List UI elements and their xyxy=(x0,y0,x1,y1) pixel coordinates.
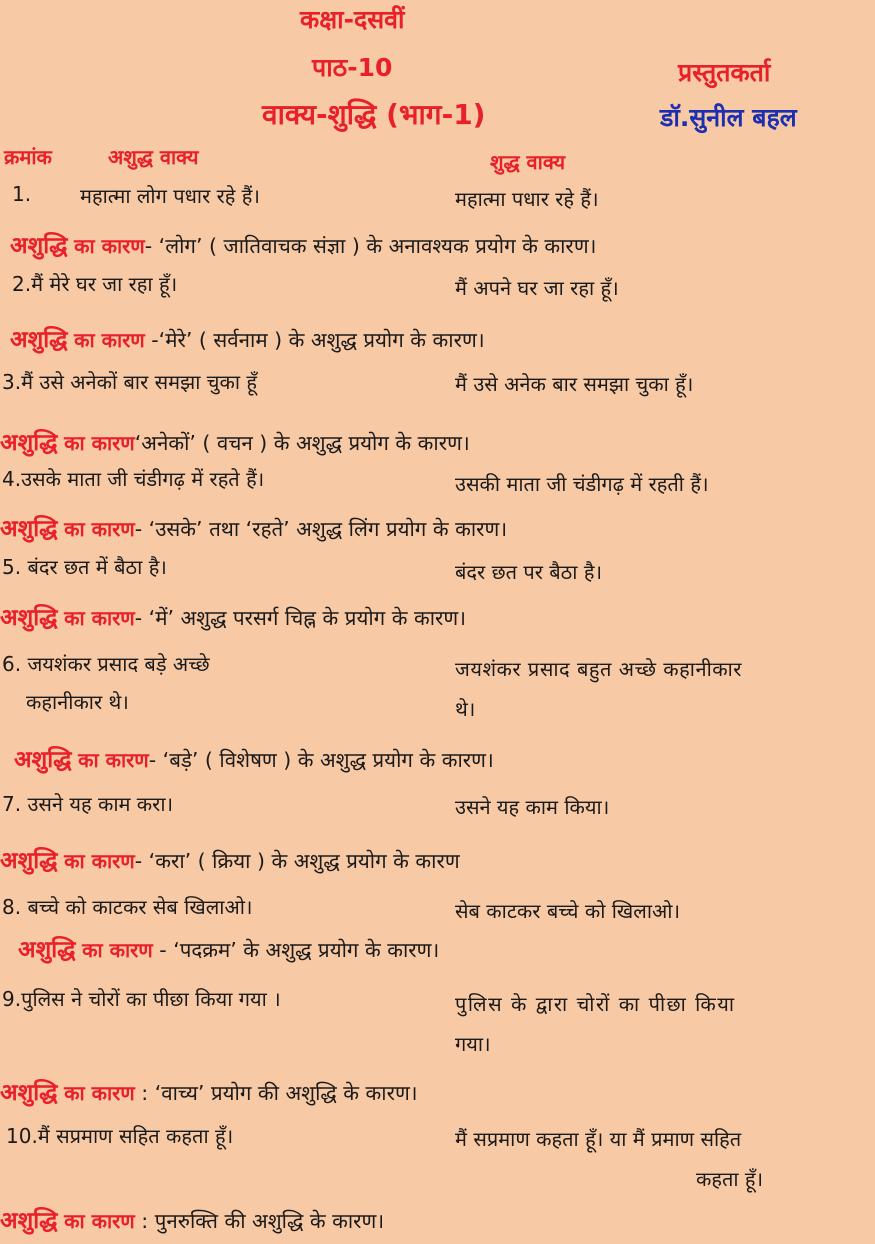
item-8-reason xyxy=(18,932,439,964)
item-3-reason-text: ‘अनेकों’ ( वचन ) के अशुद्ध प्रयोग के कारण। xyxy=(134,431,470,455)
item-9-reason-text: : ‘वाच्य’ प्रयोग की अशुद्धि के कारण। xyxy=(134,1081,418,1105)
item-5-correct: बंदर छत पर बैठा है। xyxy=(455,560,603,584)
reason-label-suffix: का कारण xyxy=(64,1081,135,1105)
reason-label: अशुद्धि xyxy=(14,747,72,773)
reason-label-suffix: का कारण xyxy=(74,328,145,352)
reason-label: अशुद्धि xyxy=(0,1080,58,1106)
item-5-reason-text: - ‘में’ अशुद्ध परसर्ग चिह्न के प्रयोग के कारण। xyxy=(134,606,466,630)
item-3-reason xyxy=(0,425,470,457)
reason-label: अशुद्धि xyxy=(10,327,68,353)
item-10-incorrect: 10.मैं सप्रमाण सहित कहता हूँ। xyxy=(6,1124,234,1148)
presenter-name: डॉ.सुनील बहल xyxy=(660,103,797,132)
reason-label: अशुद्धि xyxy=(0,605,58,631)
item-6-correct-line-2: थे। xyxy=(455,697,476,721)
item-6-incorrect-line-2: कहानीकार थे। xyxy=(26,690,129,714)
item-2-correct: मैं अपने घर जा रहा हूँ। xyxy=(455,276,619,300)
reason-label-suffix: का कारण xyxy=(64,1209,135,1233)
item-9-incorrect: 9.पुलिस ने चोरों का पीछा किया गया । xyxy=(2,987,281,1011)
reason-label: अशुद्धि xyxy=(0,430,58,456)
item-2-incorrect: 2.मैं मेरे घर जा रहा हूँ। xyxy=(12,272,178,296)
item-7-reason xyxy=(0,843,460,875)
reason-label-suffix: का कारण xyxy=(64,606,135,630)
item-7-incorrect: 7. उसने यह काम करा। xyxy=(2,792,174,816)
item-6-incorrect-line-1: 6. जयशंकर प्रसाद बड़े अच्छे xyxy=(2,652,210,676)
item-1-reason-text: - ‘लोग’ ( जातिवाचक संज्ञा ) के अनावश्यक प्रयोग के कारण। xyxy=(144,234,597,258)
item-7-correct: उसने यह काम किया। xyxy=(455,795,610,819)
column-header-correct: शुद्ध वाक्य xyxy=(490,150,566,174)
item-4-incorrect: 4.उसके माता जी चंडीगढ़ में रहते हैं। xyxy=(2,467,265,491)
item-8-reason-text: - ‘पदक्रम’ के अशुद्ध प्रयोग के कारण। xyxy=(152,938,440,962)
item-6-reason xyxy=(14,742,494,774)
page-title: वाक्य-शुद्धि (भाग-1) xyxy=(262,98,486,131)
item-9-correct-line-2: गया। xyxy=(455,1032,491,1056)
item-3-incorrect: 3.मैं उसे अनेकों बार समझा चुका हूँ xyxy=(2,370,258,394)
reason-label-suffix: का कारण xyxy=(64,849,135,873)
item-10-correct-line-1: मैं सप्रमाण कहता हूँ। या मैं प्रमाण सहित xyxy=(455,1127,742,1151)
reason-label-suffix: का कारण xyxy=(64,517,135,541)
item-5-reason xyxy=(0,600,466,632)
reason-label-suffix: का कारण xyxy=(82,938,153,962)
reason-label: अशुद्धि xyxy=(0,1208,58,1234)
item-6-reason-text: - ‘बड़े’ ( विशेषण ) के अशुद्ध प्रयोग के कारण। xyxy=(148,748,494,772)
reason-label: अशुद्धि xyxy=(0,848,58,874)
reason-label: अशुद्धि xyxy=(18,937,76,963)
item-4-correct: उसकी माता जी चंडीगढ़ में रहती हैं। xyxy=(455,472,709,496)
item-8-incorrect: 8. बच्चे को काटकर सेब खिलाओ। xyxy=(2,895,253,919)
item-10-reason xyxy=(0,1203,384,1235)
item-1-reason xyxy=(10,228,596,260)
item-1-incorrect: महात्मा लोग पधार रहे हैं। xyxy=(80,184,260,208)
item-6-correct-line-1: जयशंकर प्रसाद बहुत अच्छे कहानीकार xyxy=(455,657,742,681)
item-7-reason-text: - ‘करा’ ( क्रिया ) के अशुद्ध प्रयोग के कारण xyxy=(134,849,460,873)
reason-label: अशुद्धि xyxy=(0,516,58,542)
column-header-incorrect: अशुद्ध वाक्य xyxy=(108,145,199,169)
item-4-reason-text: - ‘उसके’ तथा ‘रहते’ अशुद्ध लिंग प्रयोग के कारण। xyxy=(134,517,508,541)
item-2-reason-text: -‘मेरे’ ( सर्वनाम ) के अशुद्ध प्रयोग के कारण। xyxy=(144,328,485,352)
reason-label-suffix: का कारण xyxy=(64,431,135,455)
item-8-correct: सेब काटकर बच्चे को खिलाओ। xyxy=(455,899,681,923)
lesson-heading: पाठ-10 xyxy=(312,53,393,82)
item-2-reason xyxy=(10,322,485,354)
item-5-incorrect: 5. बंदर छत में बैठा है। xyxy=(2,555,167,579)
class-heading: कक्षा-दसवीं xyxy=(300,5,405,34)
item-4-reason xyxy=(0,511,507,543)
item-9-correct-line-1: पुलिस के द्वारा चोरों का पीछा किया xyxy=(455,992,736,1016)
presenter-label: प्रस्तुतकर्ता xyxy=(678,58,771,87)
item-1-number: 1. xyxy=(12,182,32,206)
reason-label-suffix: का कारण xyxy=(78,748,149,772)
item-10-correct-line-2: कहता हूँ। xyxy=(696,1167,764,1191)
reason-label-suffix: का कारण xyxy=(74,234,145,258)
item-3-correct: मैं उसे अनेक बार समझा चुका हूँ। xyxy=(455,372,694,396)
item-10-reason-text: : पुनरुक्ति की अशुद्धि के कारण। xyxy=(134,1209,385,1233)
column-header-serial: क्रमांक xyxy=(4,145,52,169)
reason-label: अशुद्धि xyxy=(10,233,68,259)
item-9-reason xyxy=(0,1075,418,1107)
item-1-correct: महात्मा पधार रहे हैं। xyxy=(455,187,599,211)
